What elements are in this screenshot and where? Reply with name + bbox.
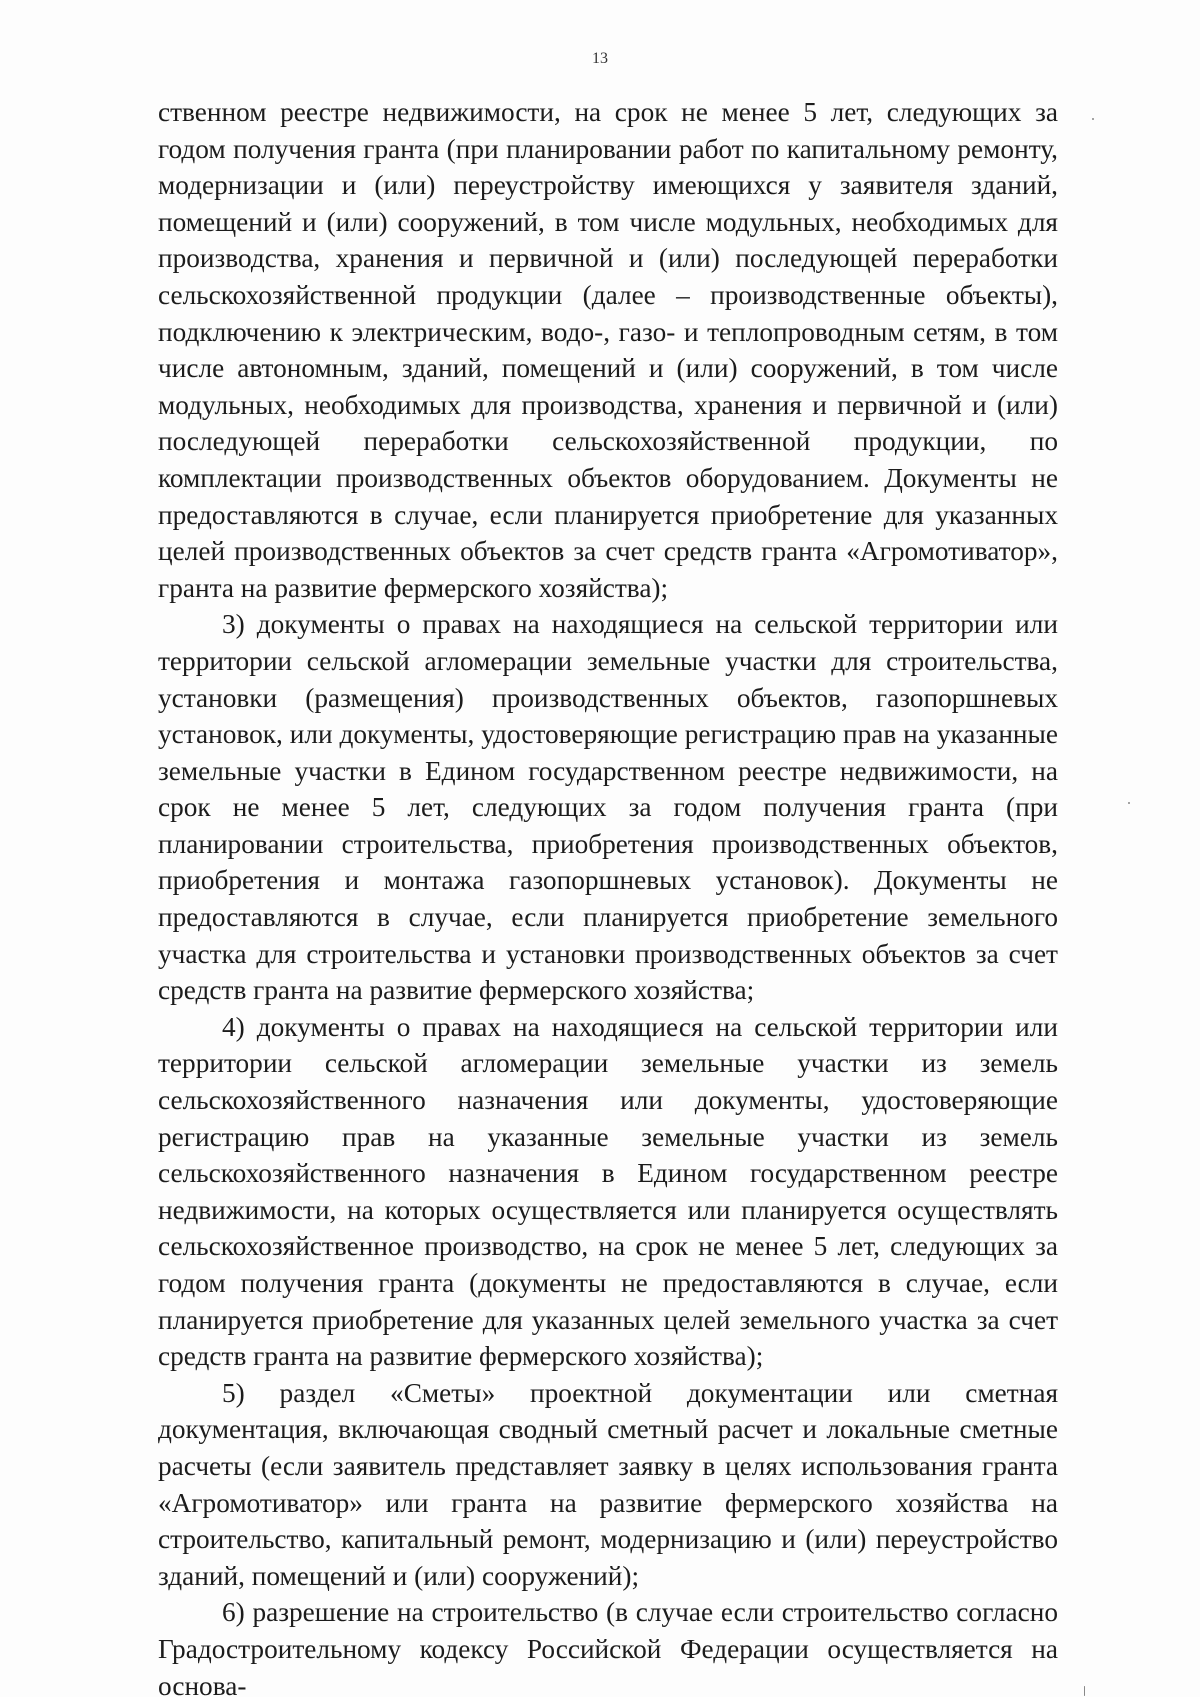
paragraph-item-4: 4) документы о правах на находящиеся на сельской территории или территории сельской агломерации земельные участки из земель сельскохозяйственного назначения или документы, удостоверяющие регистрацию прав на указанные земельные участки из земель сельскохозяйственного назначения в Едином государственном реестре недвижимости, на которых осуществляется или планируется осуществлять сельскохозяйственное производство, на срок не менее 5 лет, следующих за годом получения гранта (документы не предоставляются в случае, если планируется приобретение для указанных целей земельного участка за счет средств гранта на развитие фермерского хозяйства);	[158, 1011, 1058, 1372]
paragraph-item-3: 3) документы о правах на находящиеся на сельской территории или территории сельской агломерации земельные участки для строительства, установки (размещения) производственных объектов, газопоршневых установок, или документы, удостоверяющие регистрацию прав на указанные земельные участки в Едином государственном реестре недвижимости, на срок не менее 5 лет, следующих за годом получения гранта (при планировании строительства, приобретения производственных объектов, приобретения и монтажа газопоршневых установок). Документы не предоставляются в случае, если планируется приобретение земельного участка для строительства и установки производственных объектов за счет средств гранта на развитие фермерского хозяйства;	[158, 609, 1058, 1006]
document-body	[158, 94, 1058, 1704]
scan-speck	[1084, 1686, 1085, 1696]
paragraph-item-5: 5) раздел «Сметы» проектной документации или сметная документация, включающая сводный сметный расчет и локальные сметные расчеты (если заявитель представляет заявку в целях использования гранта «Агромотиватор» или гранта на развитие фермерского хозяйства на строительство, капитальный ремонт, модернизацию и (или) переустройство зданий, помещений и (или) сооружений);	[158, 1377, 1058, 1591]
paragraph-continuation: ственном реестре недвижимости, на срок не менее 5 лет, следующих за годом получения гранта (при планировании работ по капитальному ремонту, модернизации и (или) переустройству имеющихся у заявителя зданий, помещений и (или) сооружений, в том числе модульных, необходимых для производства, хранения и первичной и (или) последующей переработки сельскохозяйственной продукции (далее – производственные объекты), подключению к электрическим, водо-, газо- и теплопроводным сетям, в том числе автономным, зданий, помещений и (или) сооружений, в том числе модульных, необходимых для производства, хранения и первичной и (или) последующей переработки сельскохозяйственной продукции, по комплектации производственных объектов оборудованием. Документы не предоставляются в случае, если планируется приобретение для указанных целей производственных объектов за счет средств гранта «Агромотиватор», гранта на развитие фермерского хозяйства);	[158, 97, 1058, 603]
paragraph-item-6: 6) разрешение на строительство (в случае если строительство согласно Градостроительному кодексу Российской Федерации осуществляется на основа-	[158, 1597, 1058, 1701]
scan-speck	[1128, 802, 1130, 804]
page-number: 13	[592, 50, 608, 67]
scan-speck	[1092, 118, 1094, 120]
